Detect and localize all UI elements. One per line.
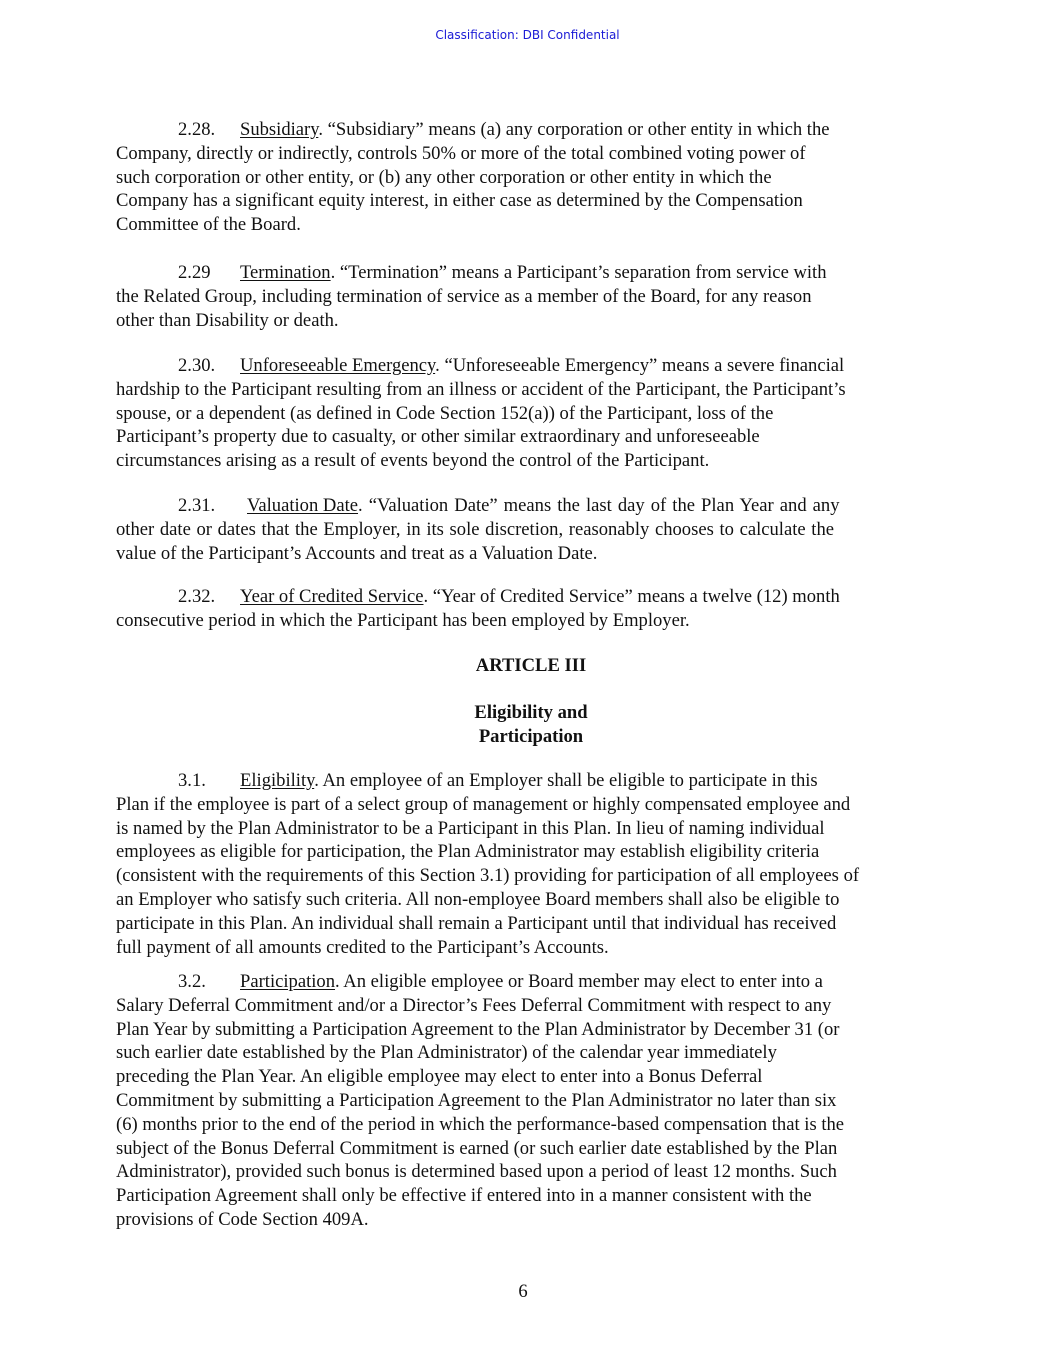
section-title: Eligibility — [240, 770, 315, 791]
section-2-29 — [116, 261, 946, 332]
section-text: Plan if the employee is part of a select group of management or highly compensated employee and — [116, 793, 851, 815]
section-text: hardship to the Participant resulting from an illness or accident of the Participant, the Participant’s — [116, 378, 846, 400]
section-text: is named by the Plan Administrator to be a Participant in this Plan. In lieu of naming individual — [116, 817, 825, 839]
section-text: employees as eligible for participation, the Plan Administrator may establish eligibility criteria — [116, 841, 820, 863]
section-text: (6) months prior to the end of the period in which the performance-based compensation that is the — [116, 1113, 845, 1135]
section-text: consecutive period in which the Participant has been employed by Employer. — [116, 609, 690, 631]
article-subtitle-line2: Participation — [478, 726, 584, 747]
section-text: (consistent with the requirements of this Section 3.1) providing for participation of all employees of — [116, 865, 860, 887]
page-number: 6 — [518, 1281, 528, 1302]
section-2-30 — [116, 354, 946, 473]
section-2-28 — [116, 118, 946, 237]
classification-label: Classification: DBI Confidential — [435, 28, 620, 42]
section-text: such earlier date established by the Plan Administrator) of the calendar year immediately — [116, 1042, 777, 1064]
section-text: full payment of all amounts credited to the Participant’s Accounts. — [116, 936, 609, 958]
section-number: 3.1. — [178, 770, 206, 791]
section-number: 2.30. — [178, 355, 216, 376]
section-text: Committee of the Board. — [116, 214, 301, 236]
section-text: Salary Deferral Commitment and/or a Director’s Fees Deferral Commitment with respect to any — [116, 994, 832, 1016]
section-text: preceding the Plan Year. An eligible employee may elect to enter into a Bonus Deferral — [116, 1066, 763, 1088]
section-text: spouse, or a dependent (as defined in Code Section 152(a)) of the Participant, loss of the — [116, 402, 774, 424]
section-text: Participant’s property due to casualty, or other similar extraordinary and unforeseeable — [116, 426, 760, 448]
section-number: 2.32. — [178, 586, 216, 607]
section-number: 2.28. — [178, 119, 216, 140]
section-text: participate in this Plan. An individual shall remain a Participant until that individual has received — [116, 912, 837, 934]
section-3-1 — [116, 769, 946, 959]
section-text: . “Termination” means a Participant’s separation from service with — [330, 262, 827, 283]
section-text: Company, directly or indirectly, controls 50% or more of the total combined voting power of — [116, 142, 806, 164]
section-2-31 — [116, 494, 946, 565]
section-text: the Related Group, including termination of service as a member of the Board, for any reason — [116, 285, 812, 307]
section-title: Valuation Date — [247, 495, 359, 516]
section-text: such corporation or other entity, or (b) any other corporation or other entity in which the — [116, 166, 772, 188]
section-3-2 — [116, 970, 946, 1232]
section-title: Participation — [240, 971, 336, 992]
section-text: Commitment by submitting a Participation Agreement to the Plan Administrator no later than six — [116, 1089, 837, 1111]
article-subtitle-line1: Eligibility and — [474, 702, 588, 723]
section-text: other than Disability or death. — [116, 309, 339, 331]
section-text: Administrator), provided such bonus is determined based upon a period of least 12 months. Such — [116, 1161, 837, 1183]
section-title: Year of Credited Service — [240, 586, 424, 607]
section-title: Subsidiary — [240, 119, 319, 140]
section-number: 2.29 — [178, 262, 211, 283]
section-title: Termination — [240, 262, 331, 283]
section-text: . “Valuation Date” means the last day of the Plan Year and any — [358, 495, 840, 516]
article-heading: ARTICLE III — [475, 655, 587, 676]
section-title: Unforeseeable Emergency — [240, 355, 436, 376]
section-text: Company has a significant equity interest, in either case as determined by the Compensation — [116, 190, 803, 212]
section-text: value of the Participant’s Accounts and treat as a Valuation Date. — [116, 542, 598, 564]
section-text: circumstances arising as a result of events beyond the control of the Participant. — [116, 450, 710, 472]
section-text: Plan Year by submitting a Participation Agreement to the Plan Administrator by December 31 (or — [116, 1018, 840, 1040]
section-text: . “Year of Credited Service” means a twelve (12) month — [423, 586, 840, 607]
section-text: an Employer who satisfy such criteria. All non-employee Board members shall also be eligible to — [116, 888, 840, 910]
section-text: provisions of Code Section 409A. — [116, 1208, 369, 1230]
section-text: . An eligible employee or Board member may elect to enter into a — [335, 971, 823, 992]
section-number: 3.2. — [178, 971, 206, 992]
section-text: other date or dates that the Employer, in its sole discretion, reasonably chooses to calculate the — [116, 518, 835, 540]
section-text: Participation Agreement shall only be effective if entered into in a manner consistent with the — [116, 1185, 812, 1207]
section-text: . “Subsidiary” means (a) any corporation or other entity in which the — [318, 119, 830, 140]
section-text: subject of the Bonus Deferral Commitment is earned (or such earlier date established by the Plan — [116, 1137, 838, 1159]
section-number: 2.31. — [178, 495, 216, 516]
section-2-32 — [116, 585, 946, 633]
section-text: . An employee of an Employer shall be eligible to participate in this — [314, 770, 818, 791]
section-text: . “Unforeseeable Emergency” means a severe financial — [435, 355, 845, 376]
